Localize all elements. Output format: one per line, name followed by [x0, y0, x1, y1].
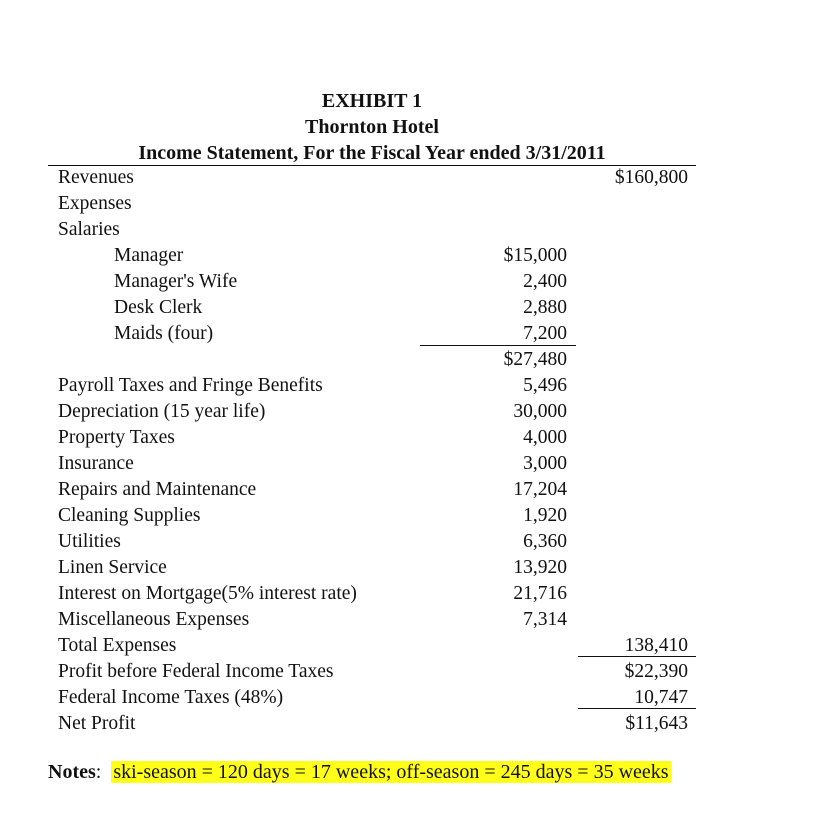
row-total-amount: $11,643: [625, 713, 688, 734]
statement-row: [58, 477, 698, 503]
row-label: Maids (four): [114, 323, 214, 344]
row-label: Miscellaneous Expenses: [58, 609, 250, 630]
row-label: Salaries: [58, 219, 120, 240]
row-detail-amount: 21,716: [513, 583, 567, 604]
row-detail-amount: 1,920: [523, 505, 567, 526]
federal-tax-rule: [578, 708, 696, 709]
row-label: Repairs and Maintenance: [58, 479, 257, 500]
statement-row: [58, 269, 698, 295]
statement-row: [58, 607, 698, 633]
row-total-amount: 138,410: [624, 635, 688, 656]
row-label: Revenues: [58, 167, 134, 188]
statement-row: [58, 191, 698, 217]
row-detail-amount: 7,314: [523, 609, 567, 630]
salaries-subtotal-rule: [420, 345, 576, 346]
row-detail-amount: 30,000: [513, 401, 567, 422]
total-expenses-rule: [578, 656, 696, 657]
statement-row: [58, 425, 698, 451]
row-detail-amount: 17,204: [513, 479, 567, 500]
company-name: Thornton Hotel: [305, 116, 439, 138]
row-label: Property Taxes: [58, 427, 175, 448]
statement-row: [58, 529, 698, 555]
statement-row: [58, 451, 698, 477]
row-detail-amount: 5,496: [523, 375, 567, 396]
row-label: Cleaning Supplies: [58, 505, 201, 526]
row-label: Interest on Mortgage(5% interest rate): [58, 583, 357, 604]
row-label: Insurance: [58, 453, 134, 474]
row-label: Manager's Wife: [114, 271, 238, 292]
row-label: Utilities: [58, 531, 121, 552]
statement-row: [58, 347, 698, 373]
exhibit-number: EXHIBIT 1: [321, 90, 423, 112]
notes-text: ski-season = 120 days = 17 weeks; off-season = 245 days = 35 weeks: [113, 761, 669, 783]
statement-row: [58, 399, 698, 425]
row-detail-amount: 2,400: [523, 271, 567, 292]
notes-label: Notes: [48, 761, 96, 783]
row-label: Expenses: [58, 193, 132, 214]
row-detail-amount: $27,480: [503, 349, 567, 370]
statement-row: [58, 243, 698, 269]
statement-row: [58, 373, 698, 399]
row-label: Net Profit: [58, 713, 136, 734]
row-label: Depreciation (15 year life): [58, 401, 266, 422]
row-label: Payroll Taxes and Fringe Benefits: [58, 375, 323, 396]
statement-row: [58, 217, 698, 243]
row-detail-amount: 13,920: [513, 557, 567, 578]
notes: Notes: ski-season = 120 days = 17 weeks; off-season = 245 days = 35 weeks: [48, 761, 669, 783]
row-detail-amount: 3,000: [523, 453, 567, 474]
row-label: Manager: [114, 245, 184, 266]
statement-row: [58, 503, 698, 529]
row-total-amount: $22,390: [624, 661, 688, 682]
row-label: Total Expenses: [58, 635, 177, 656]
row-label: Linen Service: [58, 557, 167, 578]
row-total-amount: 10,747: [634, 687, 688, 708]
statement-row: [58, 659, 698, 685]
row-detail-amount: 6,360: [523, 531, 567, 552]
statement-row: [58, 165, 698, 191]
row-label: Profit before Federal Income Taxes: [58, 661, 334, 682]
statement-row: [58, 555, 698, 581]
statement-row: [58, 581, 698, 607]
row-detail-amount: 2,880: [523, 297, 567, 318]
row-detail-amount: 4,000: [523, 427, 567, 448]
row-total-amount: $160,800: [614, 167, 688, 188]
statement-title: Income Statement, For the Fiscal Year ended 3/31/2011: [138, 142, 606, 164]
row-label: Desk Clerk: [114, 297, 203, 318]
row-detail-amount: 7,200: [523, 323, 567, 344]
statement-row: [58, 295, 698, 321]
statement-row: [58, 321, 698, 347]
row-detail-amount: $15,000: [503, 245, 567, 266]
statement-row: [58, 711, 698, 737]
row-label: Federal Income Taxes (48%): [58, 687, 284, 708]
